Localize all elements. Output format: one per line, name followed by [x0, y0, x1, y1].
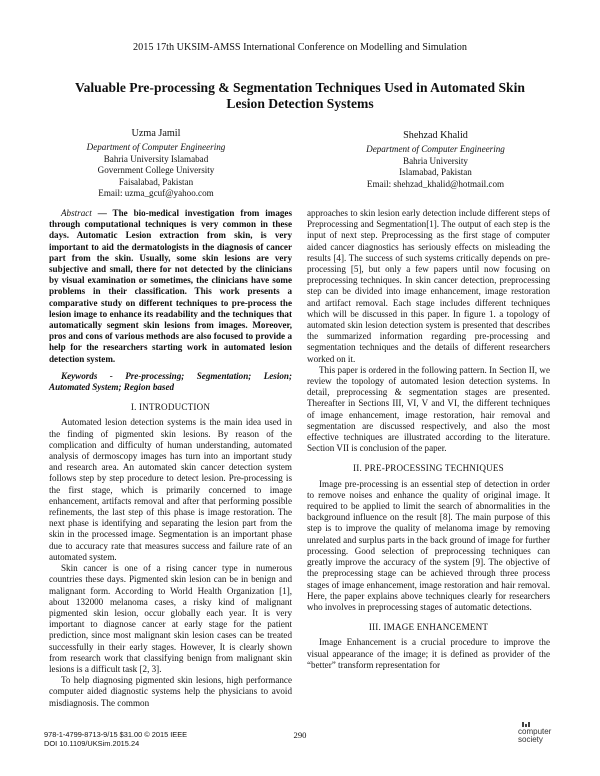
author-email: Email: shehzad_khalid@hotmail.com: [366, 178, 505, 189]
author-email: Email: uzma_gcuf@yahoo.com: [98, 188, 214, 199]
title-line-2: Lesion Detection Systems: [226, 96, 374, 111]
author-affiliation: Government College University: [97, 165, 215, 176]
left-column: [49, 208, 292, 709]
author-block-1: [40, 128, 272, 199]
author-affiliation: Faisalabad, Pakistan: [118, 176, 194, 187]
paragraph: Automated lesion detection systems is the main idea used in the finding of pigmented skin lesions. By reason of the complication and difficulty of human understanding, automated analysis of dermoscopy images has turn into an important study and research area. An automated skin cancer detection system follows step by step procedure to detect lesion. Pre-processing is the first stage, which is primarily concerned to image enhancement, artifacts removal and after that performing possible refinements, the last step of this phase is image restoration. The next phase is identifying and separating the lesion part from the skin in the processed image. Segmentation is an important phase due to accuracy rate that measures success and failure rate of an automated system.: [49, 417, 292, 562]
keywords: Keywords - Pre-processing; Segmentation; Lesion; Automated System; Region based: [49, 370, 292, 393]
abstract: [49, 208, 292, 365]
paragraph: approaches to skin lesion early detection include different steps of Preprocessing and Segmentation[1]. The output of each step is the input of next step. Preprocessing as the first stage of computer aided cancer diagnostics has seriously effects on misleading the results [4]. The success of such systems critically depends on pre-processing [5], but only a few papers until now focusing on preprocessing techniques. In skin cancer detection, preprocessing step can be divided into image enhancement, image restoration and artifact removal. Each stage includes different techniques which will be discussed in this paper. In figure 1. a topology of automated skin lesion detection system is presented that describes the summarized information regarding pre-processing and segmentation techniques and the details of different researchers worked on it.: [307, 208, 550, 364]
section-heading: I. INTRODUCTION: [130, 402, 211, 413]
logo-text-line: computer: [518, 727, 552, 736]
footer-doi: DOI 10.1109/UKSim.2015.24: [44, 739, 140, 748]
page-number: 290: [293, 730, 307, 740]
author-affiliation: Bahria University Islamabad: [103, 153, 209, 164]
author-block-2: [318, 130, 553, 190]
author-affiliation: Islamabad, Pakistan: [399, 167, 472, 178]
paragraph: Skin cancer is one of a rising cancer type in numerous countries these days. Pigmented skin lesion can be in benign and malignant form. According to World Health Organization [1], about 132000 melanoma cases, a risky kind of malignant pigmented skin lesion, occur globally each year. It is very important to diagnose cancer at early stage for the patient prediction, since most malignant skin lesion cases can be treated successfully in their early stages. However, It is clearly shown from research work that classifying benign from malignant skin lesions is a difficult task [2, 3].: [49, 563, 292, 674]
conference-header: 2015 17th UKSIM-AMSS International Conference on Modelling and Simulation: [133, 42, 467, 53]
logo-text: [518, 728, 551, 744]
author-department: Department of Computer Engineering: [86, 142, 226, 153]
title-line-1: Valuable Pre-processing & Segmentation Techniques Used in Automated Skin: [75, 80, 525, 95]
paragraph: To help diagnosing pigmented skin lesions, high performance computer aided diagnostic systems help the physicians to avoid misdiagnosis. The common: [49, 675, 292, 708]
logo-text-line: society: [518, 735, 543, 744]
author-department: Department of Computer Engineering: [366, 144, 505, 155]
paper-title: [50, 80, 550, 112]
abstract-label: Abstract: [61, 208, 92, 218]
author-name: Shehzad Khalid: [403, 130, 468, 141]
footer-isbn: 978-1-4799-8713-9/15 $31.00 © 2015 IEEE: [44, 730, 188, 739]
section-heading: III. IMAGE ENHANCEMENT: [368, 622, 489, 633]
paragraph: Image pre-processing is an essential step of detection in order to remove noises and enhance the quality of original image. It required to be applied to limit the search of abnormalities in the background influence on the result [8]. The main purpose of this step is to improve the quality of melanoma image by removing unrelated and surplus parts in the back ground of image for further processing. Good selection of preprocessing techniques can greatly improve the accuracy of the system [9]. The objective of the preprocessing stage can be achieved through three process stages of image enhancement, image restoration and hair removal. Here, the paper explains above techniques clearly for researchers who involves in preprocessing stages of automatic detections.: [307, 478, 550, 612]
paragraph: This paper is ordered in the following pattern. In Section II, we review the topology of automated lesion detection systems. In detail, preprocessing & segmentation stages are presented. Thereafter in Sections III, VI, V and VI, the different techniques of image enhancement, image restoration, hair removal and segmentation are discussed respectively, and also the most effective techniques are illustrated according to the literature. Section VII is conclusion of the paper.: [307, 364, 550, 454]
right-column: [307, 208, 550, 671]
author-affiliation: Bahria University: [403, 155, 468, 166]
author-name: Uzma Jamil: [131, 128, 181, 139]
section-heading: II. PRE-PROCESSING TECHNIQUES: [353, 463, 504, 474]
paragraph: Image Enhancement is a crucial procedure to improve the visual appearance of the image; it is defined as provider of the “better” transform representation for: [307, 637, 550, 670]
abstract-text: — The bio-medical investigation from images through computational techniques is very common in these days. Automatic Lesion extraction from skin, is very important to aid the dermatologists in the diagnosis of cancer part from the skin. Usually, some skin lesions are very subjective and small, there for not detected by the clinicians by visual examination or sometimes, the clinicians have some problems in their classification. This work presents a comparative study on different techniques to pre-process the lesion image to enhance its readability and the techniques that automatically segment skin lesions from images. Moreover, pros and cons of various methods are also focused to provide a help for the researchers starting work in automated lesion detection system.: [49, 208, 292, 364]
computer-society-logo: [510, 722, 570, 748]
